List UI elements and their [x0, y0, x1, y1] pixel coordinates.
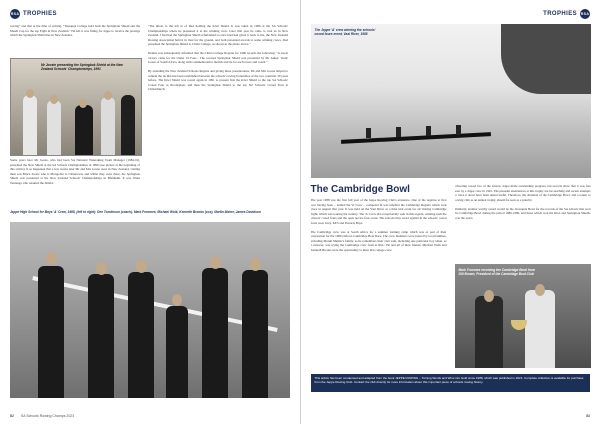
article-title: The Cambridge Bowl [310, 184, 410, 195]
person-figure [525, 290, 555, 368]
person-figure [121, 95, 135, 155]
section-label: TROPHIES [543, 11, 577, 17]
person-head [46, 252, 57, 265]
rower [426, 126, 431, 136]
left-col2: "The photo to the left is of Dad holding the Kiwi Shield. It was taken in 1986 at the SA Schools' Championships where he presented it to the winning crew. Later that year he came to visit us in New Zealand. I had had the Springbok Shield refurbished so once Dad had given it back to me, the New Zealand Rowing Association held it in trust for the ground, and both presented awards to some winning crews. Dad presented the Springbok Shield to Christ College, as shown in the photo above." Dennis was subsequently informed that the Christ College Regatta for 1996 records the following: "A sweet victory came for the Under 19 Four... The coveted Springbok Shield was presented by Mr Anker, 'Oom' Jooste of South Africa, along with commemorative medals and tie for each rower and coach." By attending the New Zealand Schools Regatta and giving these presentations, Mr and Mrs Jooste helped to cement the tie that has been established between the schools' rowing fraternities of the two countries 30 years before. The Kiwi Shield was rowed again in 1991 to present first the Kiwi Shield to the top SA Schools' Coxed Four at Roodeplaat, and then the Springbok Shield to the top NZ Schools' Coxed Four at Christchurch. [148, 24, 288, 91]
person-figure [75, 105, 93, 155]
photo-caption: Mr Jooste presenting the Springbok Shield at the New Zealand Schools' Championships, 1991 [41, 63, 123, 72]
person-head [136, 260, 147, 273]
person-head [26, 89, 34, 98]
page-number: 83 [586, 414, 590, 418]
person-head [210, 256, 221, 269]
person-head [535, 284, 545, 296]
right-footer [586, 414, 590, 418]
person-figure [202, 268, 228, 398]
rower [366, 128, 371, 138]
crew-photo-caption: Jeppe High School for Boys 'A' Crew, 1988, (left to right): Dee Tomlinson (coach), Mark Froomes, Michael Wolk, Kenneth Brooks (cox), Martin Maher, James Davidson [10, 210, 261, 214]
person-figure [101, 97, 115, 155]
left-col1-mid: Some years later Mr Jooste, who had been SA National Watersking Team Manager (1984-91), presented the New Shield at the SA Schools Championships in 1996 (see picture at the beginning of this article). It so happened that a few weeks later Mr and Mrs Jooste were in New Zealand, visiting their son Bruce Jooste who is Mongolist to Chinatown, and whilst they were there, the Springbok Shield was presented at the New Zealand Schools' Championships in Blenheim. It was Waka Tauranga who retained the Shield. [10, 158, 140, 185]
right-col2: schooling rowed two of the season. Jeppe made outstanding progress, but records show that it was fast won by a Jeppe crew in 1991. The pleasant attendances at this trophy are far-reaching and recent attempts to trace it down have been unsuccessful. Therefore, the donation of the Cambridge Bowl, and a return to rowing club as an annual trophy, should be seen as a priority. Similarly, another worthy award would be the Jacaranda Bowl for the records of the SA schools that won the Cambridge Bowl during the period 1980-1989, and those which won the Kiwi and Springbok Shields over the years. [454, 184, 591, 220]
person-head [50, 95, 58, 104]
bowl-photo-caption: Mark Froomes receiving the Cambridge Bowl from Gill Brown, President of the Cambridge Boat Club [458, 268, 535, 277]
left-header [10, 8, 290, 20]
person-figure [88, 274, 114, 398]
right-header [311, 8, 591, 20]
person-head [96, 262, 107, 275]
article-note-banner: This article has been condensed and adapted from the book JEPPE ROWING – Turning Words and Wins into Gold since 1988, which was published in 2021. Complete collection is available for purchase from the Jeppe Rowing Club. Contact the club directly for more information about this important piece of schools rowing history. [311, 374, 591, 392]
rowing-boat [340, 132, 490, 144]
person-figure [23, 95, 37, 155]
photo-jooste-presenting [10, 58, 142, 156]
racing-photo-caption: The Jeppe 'A' crew winning the schools' coxed fours event, Vaal River, 1988 [314, 28, 376, 37]
oar [32, 276, 277, 332]
rowing-logo-icon: RSA [580, 9, 590, 19]
photo-jeppe-a-crew-racing [311, 24, 591, 178]
person-head [484, 290, 494, 302]
left-footer [10, 414, 74, 418]
section-label: TROPHIES [23, 11, 57, 17]
right-page [301, 0, 600, 424]
publication-title: SA Schools Rowing Champs 2023 [20, 414, 75, 418]
person-figure [242, 270, 268, 398]
person-head [79, 99, 87, 108]
person-figure [166, 306, 188, 398]
photo-cambridge-bowl-presentation [455, 264, 591, 368]
rowing-logo-icon: RSA [10, 9, 20, 19]
tree-line [501, 24, 591, 94]
person-figure [128, 272, 154, 398]
page-number: 82 [10, 414, 14, 418]
person-figure [38, 266, 64, 398]
person-head [104, 91, 112, 100]
person-head [172, 294, 182, 306]
photo-jeppe-crew-1988 [10, 222, 290, 398]
person-figure [475, 296, 503, 368]
person-figure [47, 100, 61, 155]
left-col1-top: rowing" and that at the time of writing, "Tauranga College hold both the Springbok Shield and the Maadi Cup for the top Eight in New Zealand." He felt it was fitting for Jeppe to receive the prestige which the Springbok Shield has in New Zealand. [10, 24, 140, 37]
rower [396, 127, 401, 137]
right-col1: The year 1988 was the first full year of the Jeppe Rowing Club's existence. One of the regattas to first ever having been – named the W Crew – competed in was labelled the Cambridge Regatta which took place in August that year. It was held on the Vaal River as a time trial event for all visiting Cambridge Eight, which was touring the country. The 'A' Crew did exceptionally well in this regatta, winning both the schools' coxed fours and the open novice four event. The schools they raced against in the schools' coxed fours were Grey, KES and Pretoria Boys. The Cambridge crew was at South Africa for a summer training camp which was as part of their preparation for the 1989 Oxford–Cambridge Boat Race. The crew members were hosted by local families, including Martin Mather's family, as he remembers their visit well, including one particular boy when, as a cutaway, was trying the Cambridge crew from at RLL. He and all of their friends, Michael Wolk and Kenneth Brooks were the opportunity to meet that college crew. [310, 198, 447, 252]
rower [456, 125, 461, 135]
person-head [250, 258, 261, 271]
